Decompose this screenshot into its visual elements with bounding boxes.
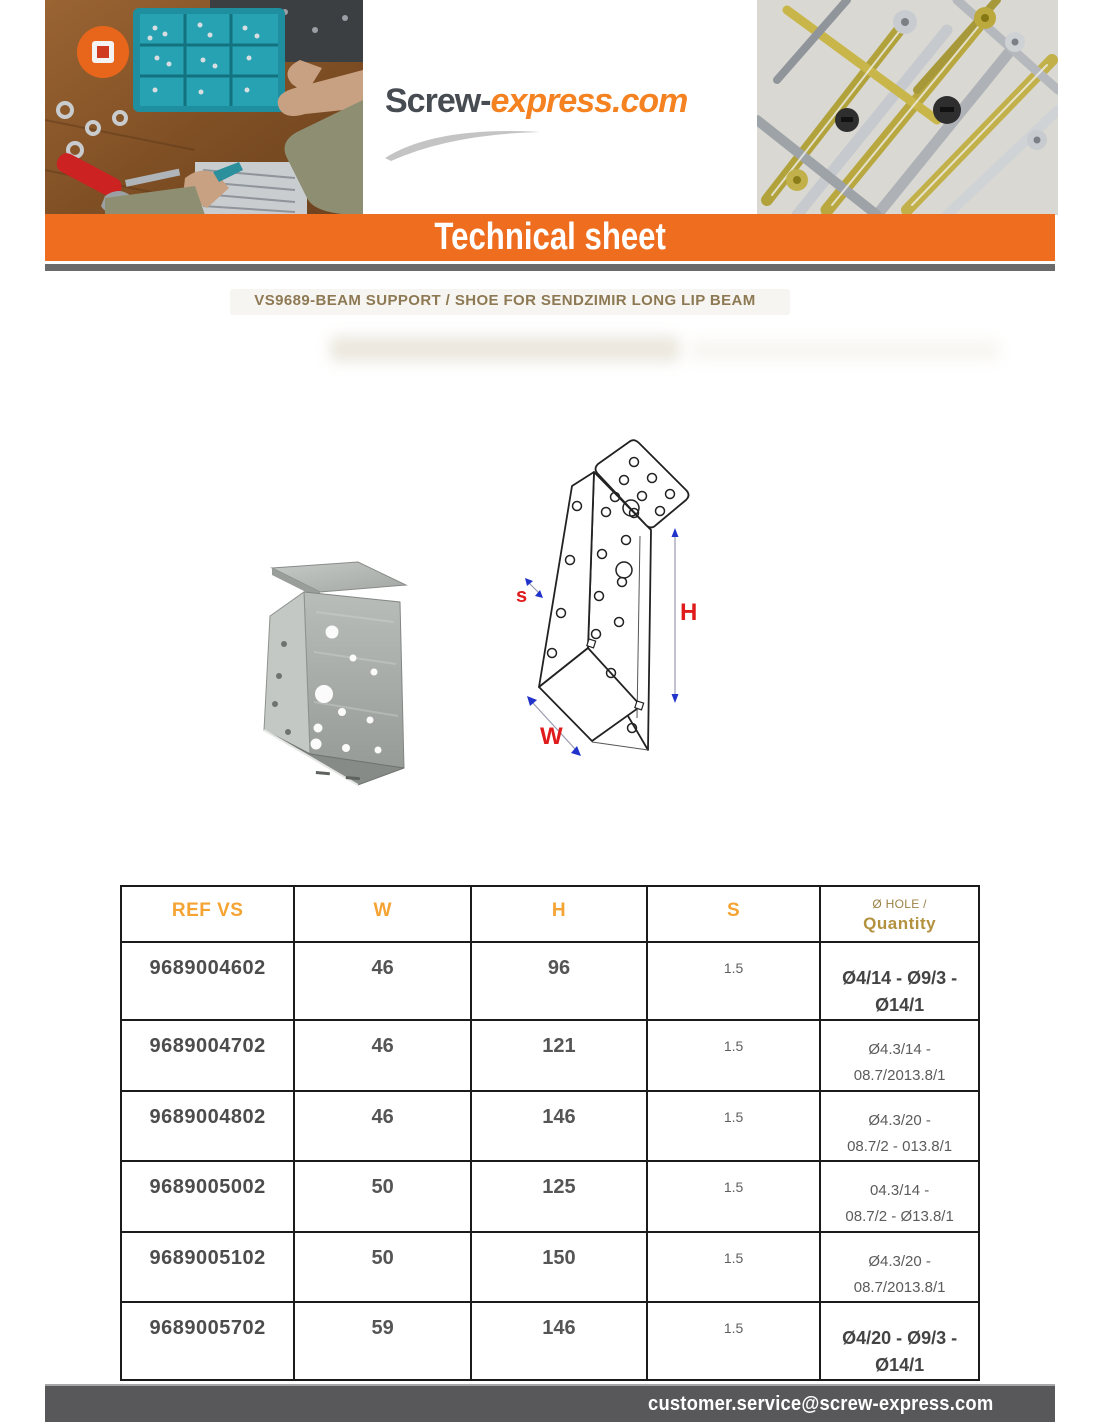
w-cell: 50 — [294, 1161, 471, 1232]
h-cell: 146 — [471, 1091, 647, 1162]
table-row — [121, 1232, 979, 1303]
hole-cell: Ø4.3/20 - 08.7/2013.8/1 — [820, 1232, 979, 1303]
customer-service-email: customer.service@screw-express.com — [647, 1392, 993, 1415]
header-photo-tools — [45, 0, 363, 215]
beam-support-photo — [254, 552, 422, 790]
ref-cell: 9689005002 — [121, 1161, 294, 1232]
label-s: s — [516, 585, 528, 607]
ref-cell: 9689005102 — [121, 1232, 294, 1303]
w-cell: 46 — [294, 942, 471, 1020]
beam-support-line-drawing — [488, 420, 720, 778]
ref-cell: 9689004602 — [121, 942, 294, 1020]
hole-cell: Ø4/14 - Ø9/3 - Ø14/1 — [820, 942, 979, 1020]
watermark-smudge — [330, 336, 680, 362]
h-cell: 96 — [471, 942, 647, 1020]
label-W: W — [540, 723, 563, 750]
s-cell: 1.5 — [647, 1091, 820, 1162]
logo-zone — [363, 0, 757, 215]
brand-logo — [385, 82, 735, 121]
banner-title: Technical sheet — [434, 216, 666, 258]
product-photo — [254, 552, 422, 795]
table-row — [121, 1302, 979, 1380]
h-cell: 121 — [471, 1020, 647, 1091]
ref-cell: 9689004802 — [121, 1091, 294, 1162]
header-photo-screws — [757, 0, 1058, 215]
table-row — [121, 1161, 979, 1232]
banner-divider — [45, 264, 1055, 271]
dimension-s — [516, 578, 543, 607]
h-cell: 146 — [471, 1302, 647, 1380]
hole-cell: Ø4.3/14 - 08.7/2013.8/1 — [820, 1020, 979, 1091]
table-row — [121, 942, 979, 1020]
watermark-smudge-light — [690, 340, 1000, 360]
logo-swoosh — [381, 118, 551, 163]
col-header-hole — [820, 886, 979, 942]
s-cell: 1.5 — [647, 1302, 820, 1380]
col-header-ref: REF VS — [121, 886, 294, 942]
label-H: H — [680, 599, 698, 626]
ref-cell: 9689005702 — [121, 1302, 294, 1380]
screws-photo-illustration — [757, 0, 1058, 215]
hole-header-line2: Quantity — [863, 914, 937, 933]
footer-bar — [45, 1384, 1055, 1422]
w-cell: 59 — [294, 1302, 471, 1380]
w-cell: 50 — [294, 1232, 471, 1303]
spec-table — [120, 885, 980, 1381]
s-cell: 1.5 — [647, 1020, 820, 1091]
col-header-h: H — [471, 886, 647, 942]
w-cell: 46 — [294, 1020, 471, 1091]
h-cell: 125 — [471, 1161, 647, 1232]
brand-logo-screw: Screw- — [385, 82, 491, 120]
table-row — [121, 1020, 979, 1091]
hole-cell: 04.3/14 - 08.7/2 - Ø13.8/1 — [820, 1161, 979, 1232]
banner-technical-sheet — [45, 214, 1055, 261]
col-header-s: S — [647, 886, 820, 942]
hole-cell: Ø4.3/20 - 08.7/2 - 013.8/1 — [820, 1091, 979, 1162]
w-cell: 46 — [294, 1091, 471, 1162]
product-title: VS9689-BEAM SUPPORT / SHOE FOR SENDZIMIR LONG LIP BEAM — [254, 292, 756, 309]
product-subtitle-box — [150, 292, 860, 309]
ref-cell: 9689004702 — [121, 1020, 294, 1091]
s-cell: 1.5 — [647, 1232, 820, 1303]
s-cell: 1.5 — [647, 1161, 820, 1232]
tools-photo-illustration — [45, 0, 363, 215]
hole-cell: Ø4/20 - Ø9/3 - Ø14/1 — [820, 1302, 979, 1380]
h-cell: 150 — [471, 1232, 647, 1303]
s-cell: 1.5 — [647, 942, 820, 1020]
brand-logo-express: express.com — [490, 82, 688, 120]
col-header-w: W — [294, 886, 471, 942]
spec-table-header-row — [121, 886, 979, 942]
dimension-diagram — [488, 420, 720, 783]
hole-header-line1: Ø HOLE / — [872, 897, 927, 911]
table-row — [121, 1091, 979, 1162]
dimension-H — [672, 528, 698, 703]
